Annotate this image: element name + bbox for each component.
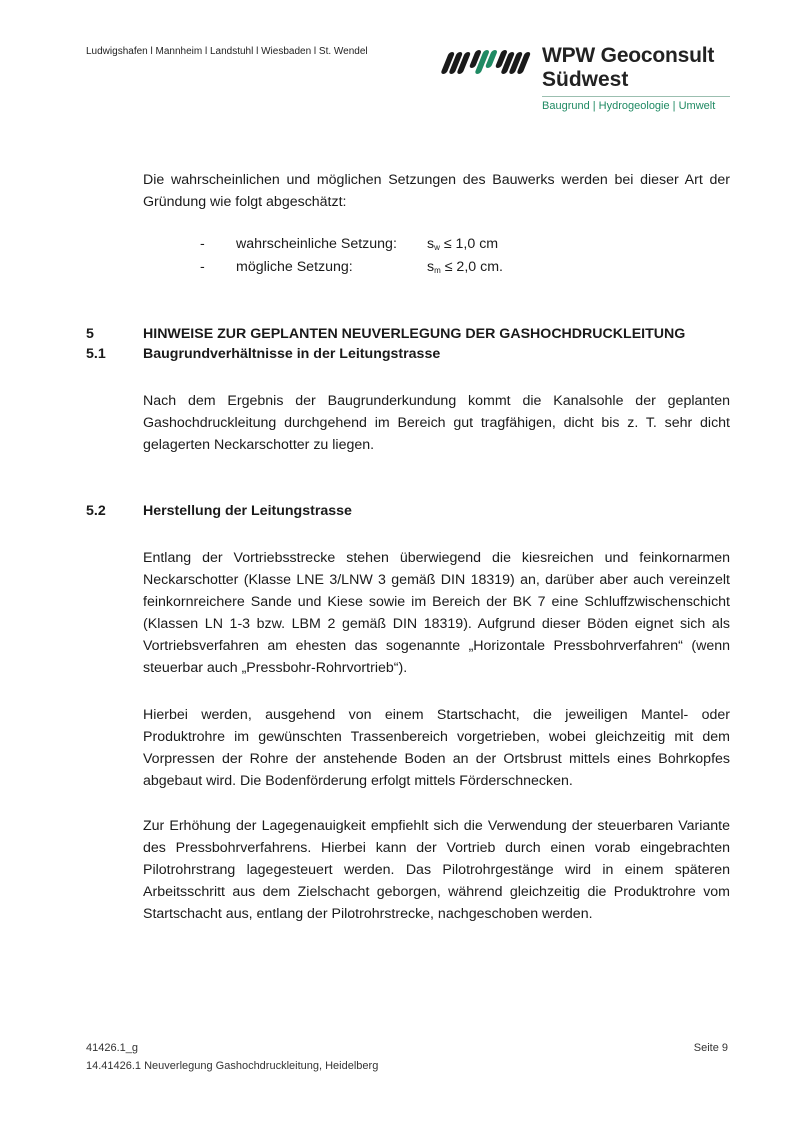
section-5-1-paragraph: Nach dem Ergebnis der Baugrunderkundung kommt die Kanalsohle der geplanten Gashochdruckleitung durchgehend im Bereich gut tragfähigen, dicht bis z. T. sehr dicht gelagerten Neckarschotter zu liegen. [143,393,730,453]
company-logo [438,46,738,118]
section-title: HINWEISE ZUR GEPLANTEN NEUVERLEGUNG DER GASHOCHDRUCKLEITUNG [143,326,686,342]
logo-divider [542,96,730,97]
list-bullet: - [200,236,205,252]
section-title: Herstellung der Leitungstrasse [143,503,352,519]
wpw-logo-mark-icon [438,50,534,76]
header-locations: Ludwigshafen l Mannheim l Landstuhl l Wiesbaden l St. Wendel [86,46,368,57]
intro-paragraph: Die wahrscheinlichen und möglichen Setzungen des Bauwerks werden bei dieser Art der Gründung wie folgt abgeschätzt: [143,172,730,210]
section-number: 5 [86,326,94,342]
list-value: $s_m \le 2,0$ cm. [427,259,503,275]
logo-tagline: Baugrund | Hydrogeologie | Umwelt [542,100,716,112]
list-item-possible-settlement [0,259,794,281]
list-item-probable-settlement [0,236,794,258]
list-value: $s_w \le 1,0$ cm [427,236,499,252]
logo-subtitle: Südwest [542,68,629,91]
logo-title: WPW Geoconsult [542,44,715,67]
list-label: wahrscheinliche Setzung: [236,236,397,252]
footer-page-number: Seite 9 [693,1042,728,1054]
list-label: mögliche Setzung: [236,259,353,275]
footer-project: 14.41426.1 Neuverlegung Gashochdruckleitung, Heidelberg [86,1060,379,1072]
section-number: 5.2 [86,503,106,519]
section-title: Baugrundverhältnisse in der Leitungstrasse [143,346,441,362]
section-5-2-paragraph-2: Hierbei werden, ausgehend von einem Startschacht, die jeweiligen Mantel- oder Produktrohre im gewünschten Trassenbereich vorgetrieben, wobei gleichzeitig mit dem Vorpressen der Rohre der anstehende Boden an der Ortsbrust mittels eines Bohrkopfes abgebaut wird. Die Bodenförderung erfolgt mittels Förderschnecken. [143,707,730,789]
section-number: 5.1 [86,346,106,362]
list-bullet: - [200,259,205,275]
section-5-2-paragraph-3: Zur Erhöhung der Lagegenauigkeit empfiehlt sich die Verwendung der steuerbaren Variante des Pressbohrverfahrens. Hierbei kann der Vortrieb durch einen vorab eingebrachten Pilotrohrstrang lagegesteuert werden. Das Pilotrohrgestänge wird in einem späteren Arbeitsschritt aus dem Zielschacht geborgen, während gleichzeitig die Produktrohre vom Startschacht aus, entlang der Pilotrohrstrecke, nachgeschoben werden. [143,818,730,922]
footer-doc-id: 41426.1_g [86,1042,138,1054]
section-5-2-paragraph-1: Entlang der Vortriebsstrecke stehen überwiegend die kiesreichen und feinkornarmen Neckarschotter (Klasse LNE 3/LNW 3 gemäß DIN 18319) an, darüber aber auch vereinzelt feinkornreichere Sande und Kiese sowie im Bereich der BK 7 eine Schluffzwischenschicht (Klassen LN 1-3 bzw. LBM 2 gemäß DIN 18319). Aufgrund dieser Böden eignet sich als Vortriebsverfahren am ehesten das sogenannte „Horizontale Pressbohrverfahren“ (wenn steuerbar auch „Pressbohr-Rohrvortrieb“). [143,550,730,676]
